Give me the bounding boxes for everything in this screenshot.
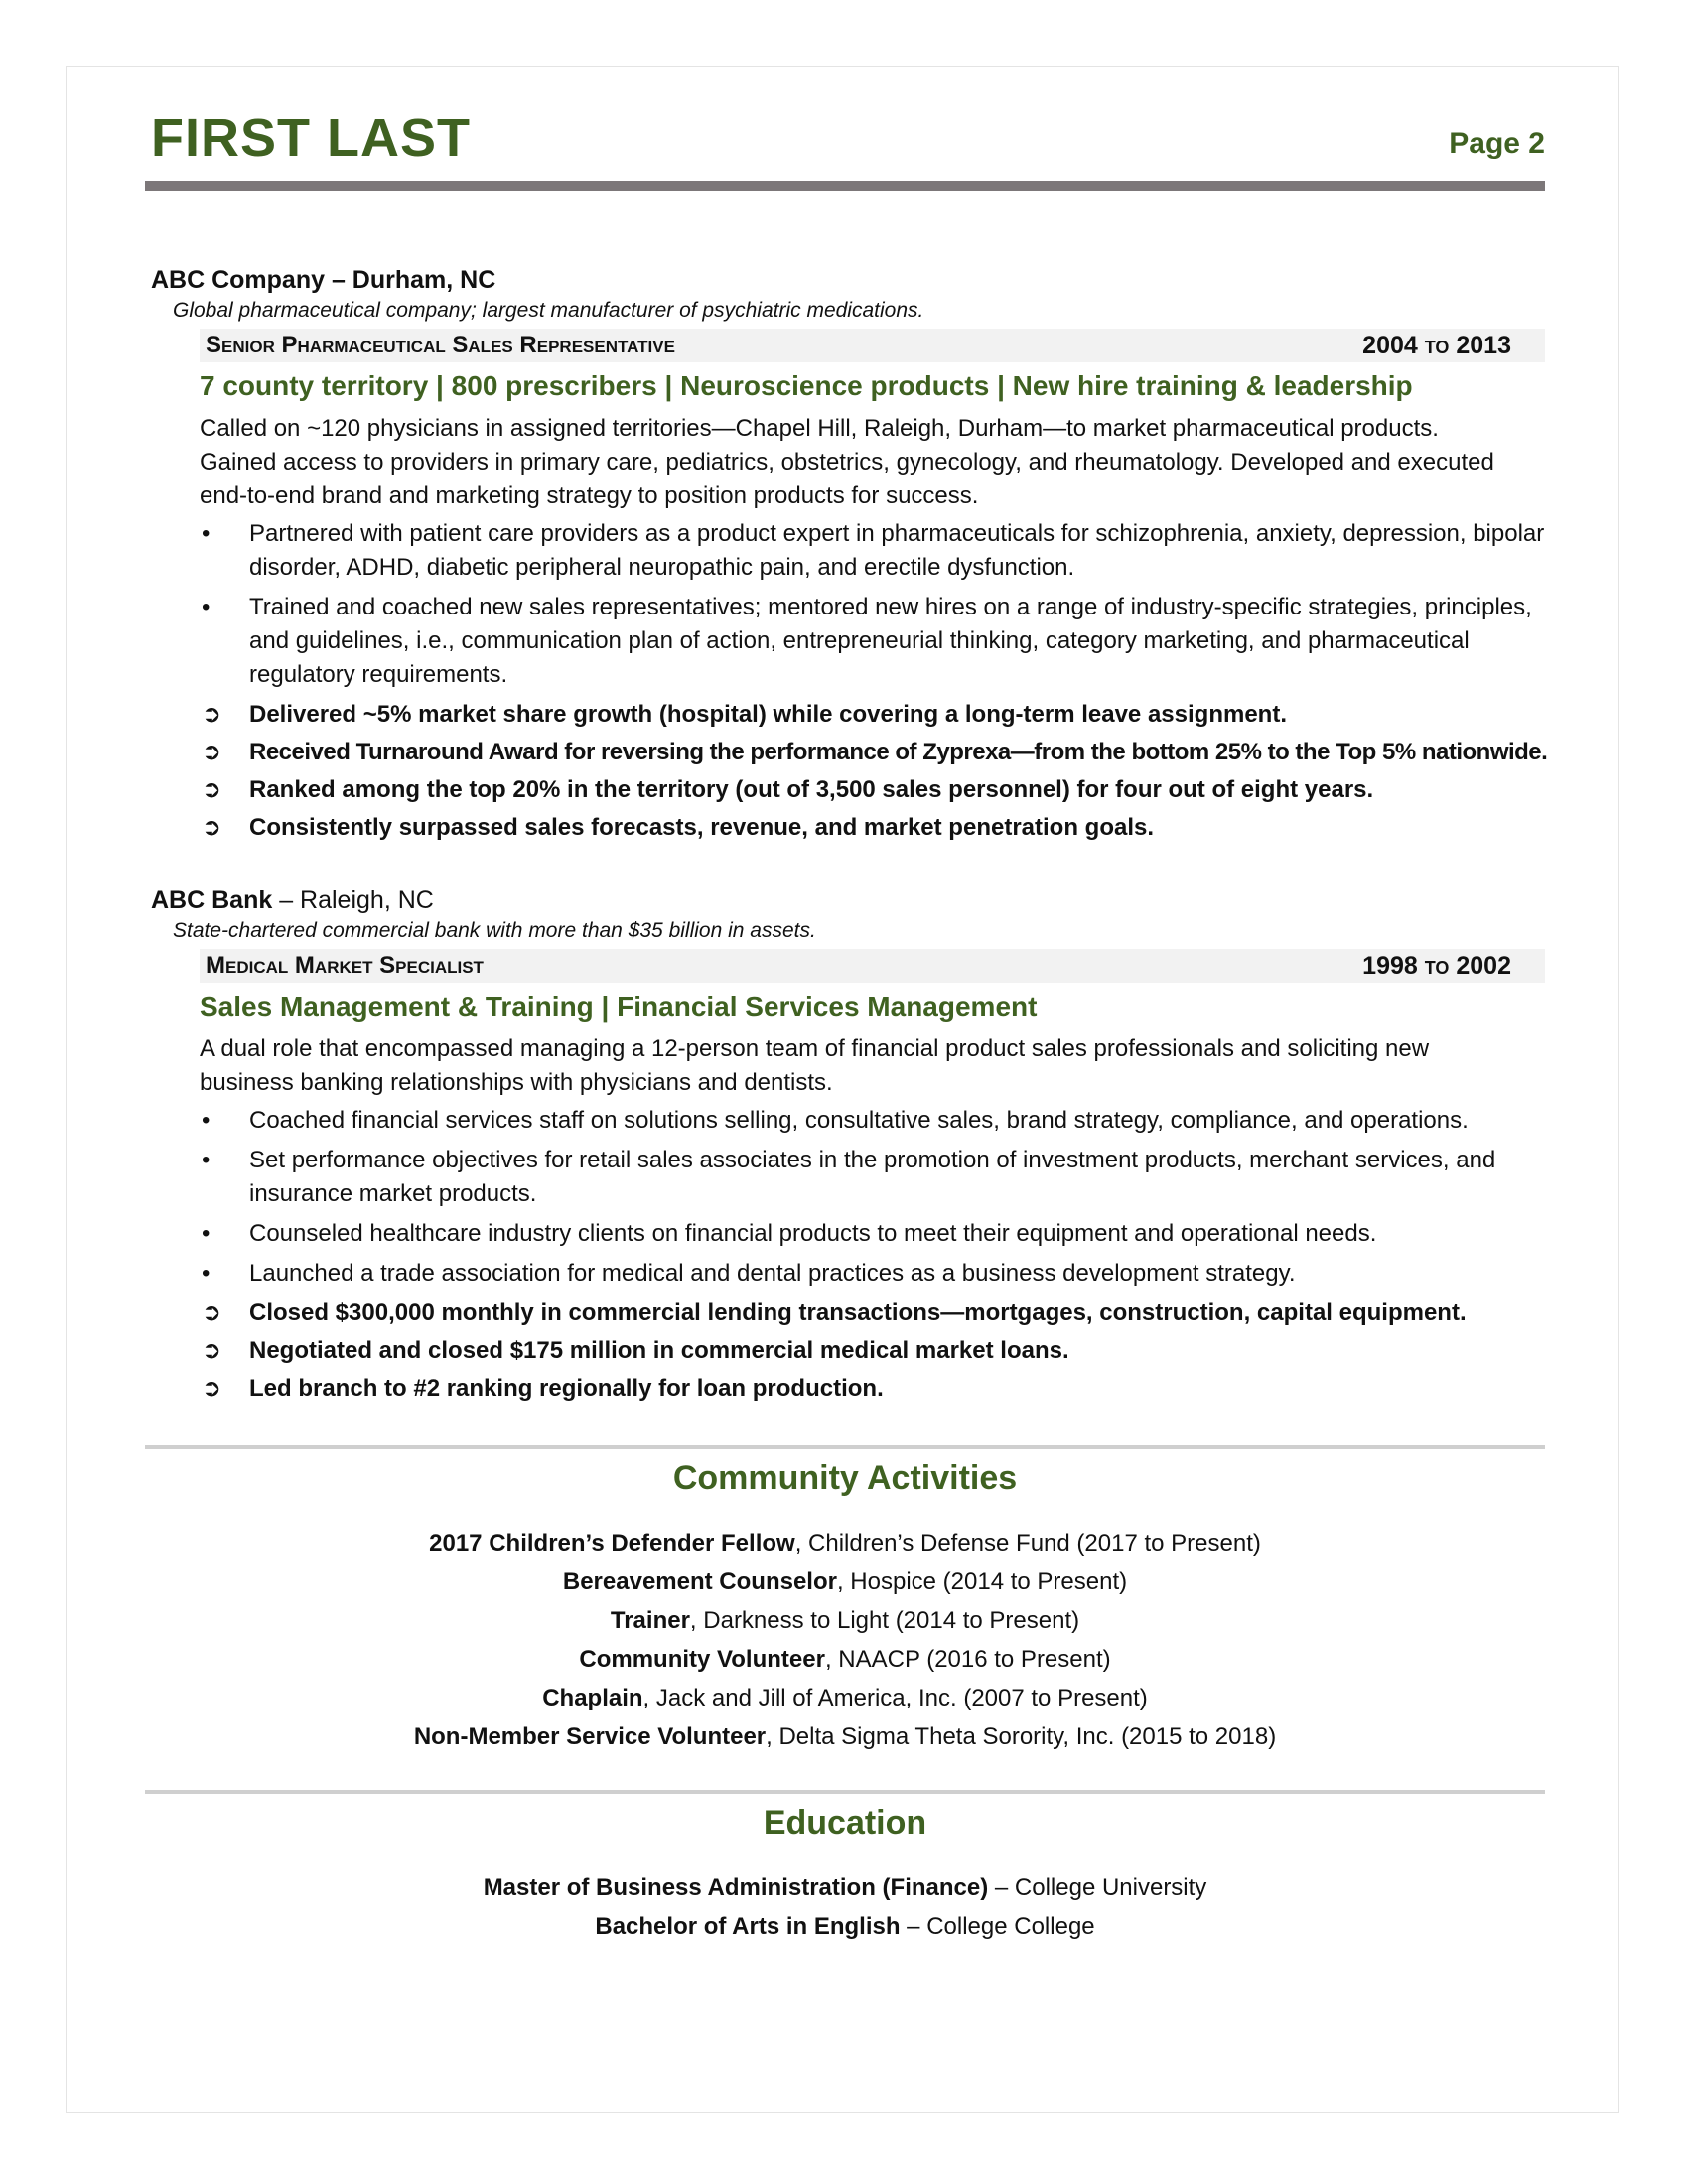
job-dates [1362, 332, 1511, 360]
achievement-text: Negotiated and closed $175 million in commercial medical market loans. [249, 1337, 1069, 1364]
activity-org: , Delta Sigma Theta Sorority, Inc. (2015 to 2018) [766, 1723, 1277, 1750]
list-item [200, 1257, 1555, 1291]
activity-role: Non-Member Service Volunteer [413, 1723, 767, 1750]
activity-org: , Hospice (2014 to Present) [836, 1569, 1128, 1595]
list-item [145, 1601, 1545, 1640]
company-description: State-chartered commercial bank with more than $35 billion in assets. [173, 919, 816, 942]
list-item [200, 1104, 1555, 1138]
start-year: 2004 [1362, 332, 1418, 359]
start-year: 1998 [1362, 952, 1418, 980]
achievement-item [200, 1334, 1555, 1368]
role-highlights: Sales Management & Training | Financial Services Management [200, 991, 1038, 1022]
job-entry [145, 887, 1545, 1406]
activity-role: Community Volunteer [579, 1646, 825, 1673]
activity-role: 2017 Children’s Defender Fellow [429, 1530, 795, 1557]
bullet-dot-icon: • [202, 520, 211, 547]
achievement-text: Received Turnaround Award for reversing the performance of Zyprexa—from the bottom 25% to the Top 5% nationwide. [249, 739, 1548, 765]
achievement-text: Led branch to #2 ranking regionally for loan production. [249, 1375, 884, 1402]
section-divider [145, 1790, 1545, 1794]
role-highlights: 7 county territory | 800 prescribers | Neuroscience products | New hire training & leadership [200, 370, 1413, 401]
job-dates [1362, 952, 1511, 981]
arrow-right-icon: ➲ [202, 1337, 222, 1364]
bullet-dot-icon: • [202, 1147, 211, 1173]
school-name: – College College [900, 1913, 1095, 1940]
bullet-dot-icon: • [202, 1107, 211, 1134]
achievement-item [200, 1372, 1555, 1406]
activity-org: , Darkness to Light (2014 to Present) [689, 1607, 1080, 1634]
community-list [145, 1524, 1545, 1756]
bullet-dot-icon: • [202, 1260, 211, 1287]
responsibility-list [200, 1104, 1555, 1406]
list-item [145, 1907, 1545, 1946]
company-name: ABC Company – Durham, NC [151, 266, 496, 294]
date-separator: TO [1424, 338, 1450, 357]
list-item [200, 591, 1555, 692]
list-item [200, 517, 1555, 585]
job-title: Senior Pharmaceutical Sales Representative [206, 332, 675, 358]
resume-header [145, 105, 1545, 181]
arrow-right-icon: ➲ [202, 776, 222, 803]
arrow-right-icon: ➲ [202, 701, 222, 728]
achievement-item [200, 811, 1555, 845]
list-item [145, 1679, 1545, 1717]
degree-name: Master of Business Administration (Finance) [483, 1874, 989, 1901]
end-year: 2002 [1456, 952, 1511, 980]
list-item-text: Partnered with patient care providers as a product expert in pharmaceuticals for schizophrenia, anxiety, depression, bipolar disorder, ADHD, diabetic peripheral neuropathic pain, and erectile dysfunction. [249, 520, 1545, 581]
activity-role: Bereavement Counselor [562, 1569, 837, 1595]
candidate-name: FIRST LAST [151, 108, 471, 168]
activity-org: , NAACP (2016 to Present) [824, 1646, 1111, 1673]
list-item [145, 1524, 1545, 1563]
achievement-text: Consistently surpassed sales forecasts, revenue, and market penetration goals. [249, 814, 1155, 841]
arrow-right-icon: ➲ [202, 1375, 222, 1402]
header-rule [145, 181, 1545, 191]
company-line [151, 887, 1545, 915]
role-bar [200, 949, 1545, 983]
bullet-dot-icon: • [202, 594, 211, 620]
list-item-text: Launched a trade association for medical and dental practices as a business development strategy. [249, 1260, 1296, 1287]
list-item [145, 1640, 1545, 1679]
list-item [145, 1563, 1545, 1601]
company-description: Global pharmaceutical company; largest manufacturer of psychiatric medications. [173, 299, 924, 322]
section-divider [145, 1445, 1545, 1449]
role-summary: Called on ~120 physicians in assigned territories—Chapel Hill, Raleigh, Durham—to market pharmaceutical products. Gained access to providers in primary care, pediatrics, obstetrics, gynecology, and rheumatology. Developed and executed end-to-end brand and marketing strategy to position products for success. [200, 415, 1494, 509]
activity-org: , Children’s Defense Fund (2017 to Present) [794, 1530, 1261, 1557]
company-name: ABC Bank [151, 887, 273, 914]
list-item [200, 1144, 1555, 1211]
list-item [145, 1868, 1545, 1907]
achievement-item [200, 773, 1555, 807]
activity-role: Trainer [610, 1607, 690, 1634]
list-item-text: Set performance objectives for retail sales associates in the promotion of investment products, merchant services, and insurance market products. [249, 1147, 1496, 1207]
degree-name: Bachelor of Arts in English [595, 1913, 901, 1940]
list-item [145, 1717, 1545, 1756]
role-summary: A dual role that encompassed managing a 12-person team of financial product sales professionals and soliciting new business banking relationships with physicians and dentists. [200, 1035, 1430, 1096]
achievement-text: Closed $300,000 monthly in commercial lending transactions—mortgages, construction, capital equipment. [249, 1299, 1467, 1326]
arrow-right-icon: ➲ [202, 814, 222, 841]
achievement-item [200, 1297, 1555, 1330]
end-year: 2013 [1456, 332, 1511, 359]
bullet-dot-icon: • [202, 1220, 211, 1247]
arrow-right-icon: ➲ [202, 1299, 222, 1326]
activity-role: Chaplain [542, 1685, 643, 1711]
company-line [151, 266, 1545, 295]
date-separator: TO [1424, 958, 1450, 978]
section-title-education: Education [763, 1804, 927, 1842]
company-location: – Raleigh, NC [272, 887, 434, 914]
list-item-text: Coached financial services staff on solutions selling, consultative sales, brand strategy, compliance, and operations. [249, 1107, 1469, 1134]
resume-page [145, 105, 1548, 1946]
activity-org: , Jack and Jill of America, Inc. (2007 to Present) [642, 1685, 1148, 1711]
list-item-text: Trained and coached new sales representatives; mentored new hires on a range of industry-specific strategies, principles, and guidelines, i.e., communication plan of action, entrepreneurial thinking, category marketing, and pharmaceutical regulatory requirements. [249, 594, 1532, 688]
school-name: – College University [988, 1874, 1207, 1901]
section-title-community: Community Activities [672, 1459, 1018, 1497]
arrow-right-icon: ➲ [202, 739, 222, 765]
job-entry [145, 266, 1548, 845]
achievement-text: Ranked among the top 20% in the territory (out of 3,500 sales personnel) for four out of eight years. [249, 776, 1374, 803]
job-title: Medical Market Specialist [206, 952, 484, 979]
education-list [145, 1868, 1545, 1946]
page-number: Page 2 [1449, 127, 1545, 160]
responsibility-list [200, 517, 1555, 845]
achievement-text: Delivered ~5% market share growth (hospital) while covering a long-term leave assignment. [249, 701, 1287, 728]
achievement-item [200, 698, 1555, 732]
list-item-text: Counseled healthcare industry clients on financial products to meet their equipment and operational needs. [249, 1220, 1377, 1247]
list-item [200, 1217, 1555, 1251]
achievement-item [200, 736, 1555, 769]
role-bar [200, 329, 1545, 362]
